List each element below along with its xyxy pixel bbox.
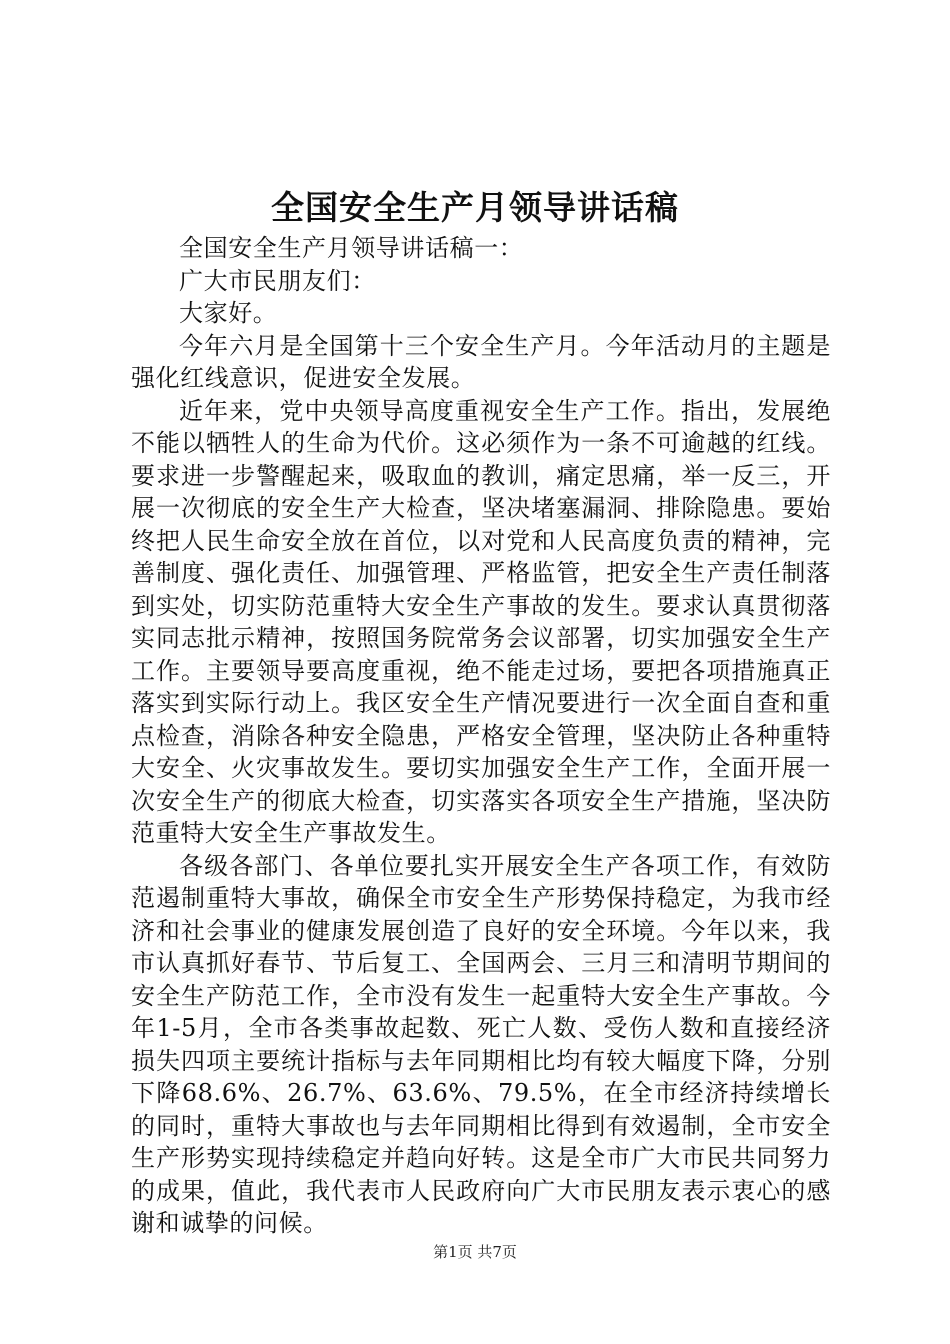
- document-title: 全国安全生产月领导讲话稿: [271, 188, 679, 227]
- paragraph: 全国安全生产月领导讲话稿一：: [179, 234, 524, 262]
- paragraph: 各级各部门、各单位要扎实开展安全生产各项工作，有效防范遏制重特大事故，确保全市安全生产形势保持稳定，为我市经济和社会事业的健康发展创造了良好的安全环境。今年以来，我市认真抓好春节、节后复工、全国两会、三月三和清明节期间的安全生产防范工作，全市没有发生一起重特大安全生产事故。今年1-5月，全市各类事故起数、死亡人数、受伤人数和直接经济损失四项主要统计指标与去年同期相比均有较大幅度下降，分别下降68.6%、26.7%、63.6%、79.5%，在全市经济持续增长的同时，重特大事故也与去年同期相比得到有效遏制，全市安全生产形势实现持续稳定并趋向好转。这是全市广大市民共同努力的成果，值此，我代表市人民政府向广大市民朋友表示衷心的感谢和诚挚的问候。: [131, 851, 831, 1237]
- document-body: [131, 232, 831, 1240]
- paragraph: 广大市民朋友们：: [179, 266, 376, 295]
- paragraph: 今年六月是全国第十三个安全生产月。今年活动月的主题是强化红线意识，促进安全发展。: [131, 331, 831, 392]
- page-footer: 第1页 共7页: [433, 1243, 517, 1261]
- paragraph: 近年来，党中央领导高度重视安全生产工作。指出，发展绝不能以牺牲人的生命为代价。这必须作为一条不可逾越的红线。要求进一步警醒起来，吸取血的教训，痛定思痛，举一反三，开展一次彻底的安全生产大检查，坚决堵塞漏洞、排除隐患。要始终把人民生命安全放在首位，以对党和人民高度负责的精神，完善制度、强化责任、加强管理、严格监管，把安全生产责任制落到实处，切实防范重特大安全生产事故的发生。要求认真贯彻落实同志批示精神，按照国务院常务会议部署，切实加强安全生产工作。主要领导要高度重视，绝不能走过场，要把各项措施真正落实到实际行动上。我区安全生产情况要进行一次全面自查和重点检查，消除各种安全隐患，严格安全管理，坚决防止各种重特大安全、火灾事故发生。要切实加强安全生产工作，全面开展一次安全生产的彻底大检查，切实落实各项安全生产措施，坚决防范重特大安全生产事故发生。: [131, 396, 831, 847]
- paragraph: 大家好。: [179, 299, 278, 327]
